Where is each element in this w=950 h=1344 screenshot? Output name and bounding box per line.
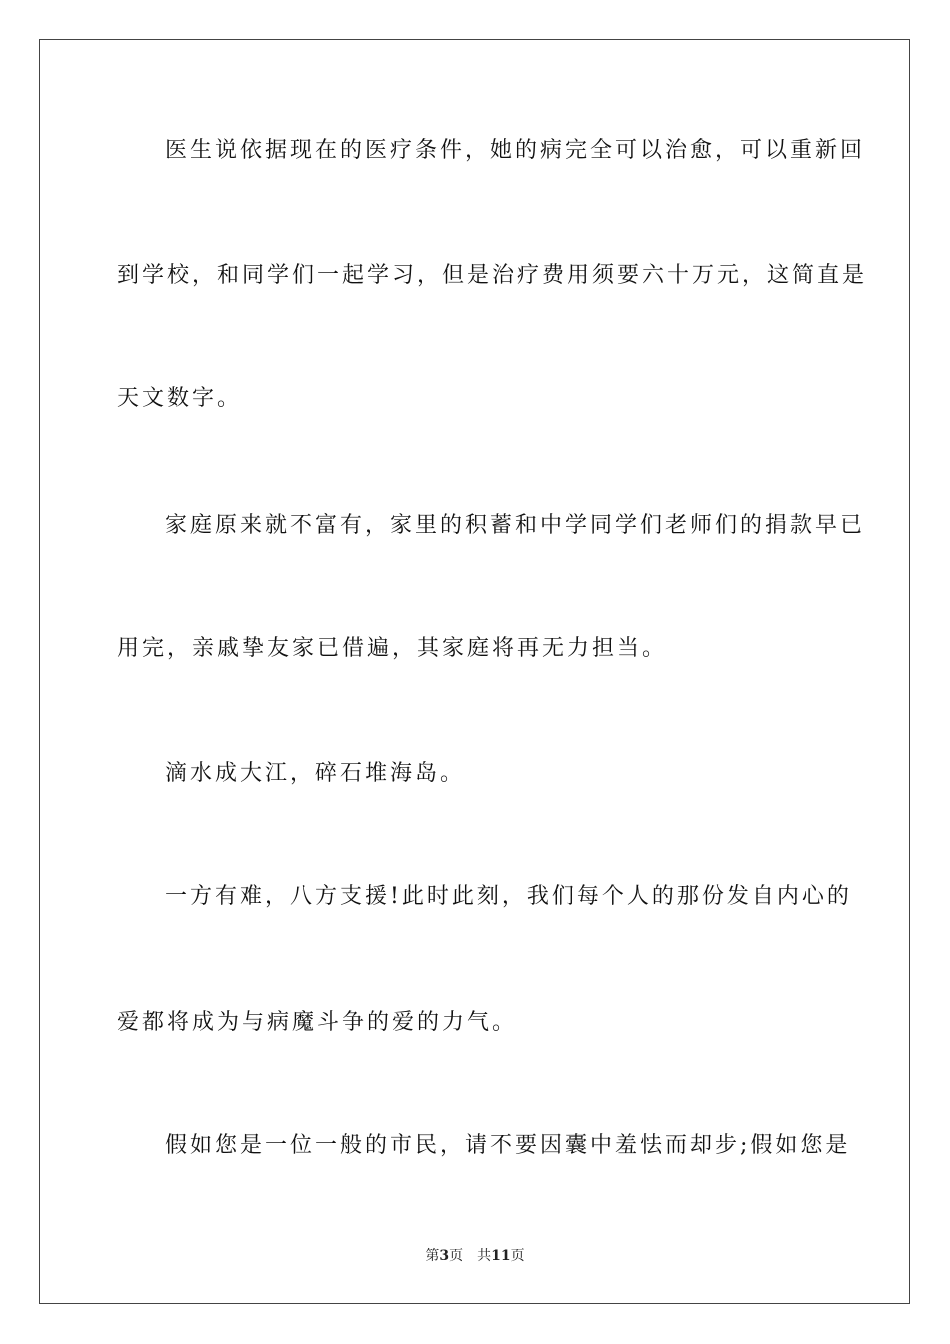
paragraph-line: 假如您是一位一般的市民，请不要因囊中羞怯而却步;假如您是: [165, 1133, 851, 1158]
paragraph-line: 爱都将成为与病魔斗争的爱的力气。: [117, 1010, 518, 1035]
paragraph-line: 用完，亲戚挚友家已借遍，其家庭将再无力担当。: [117, 636, 668, 661]
page-border: [39, 39, 910, 1304]
paragraph-line: 医生说依据现在的医疗条件，她的病完全可以治愈，可以重新回: [165, 138, 866, 163]
total-pages: 共11页: [477, 1248, 525, 1264]
page-footer: [0, 1246, 950, 1266]
paragraph-line: 天文数字。: [117, 386, 243, 411]
paragraph-line: 家庭原来就不富有，家里的积蓄和中学同学们老师们的捐款早已: [165, 513, 866, 538]
paragraph-line: 滴水成大江，碎石堆海岛。: [165, 761, 466, 786]
page-number: 第3页: [425, 1248, 464, 1264]
paragraph-line: 到学校，和同学们一起学习，但是治疗费用须要六十万元，这简直是: [117, 263, 868, 288]
paragraph-line: 一方有难，八方支援!此时此刻，我们每个人的那份发自内心的: [165, 884, 852, 909]
